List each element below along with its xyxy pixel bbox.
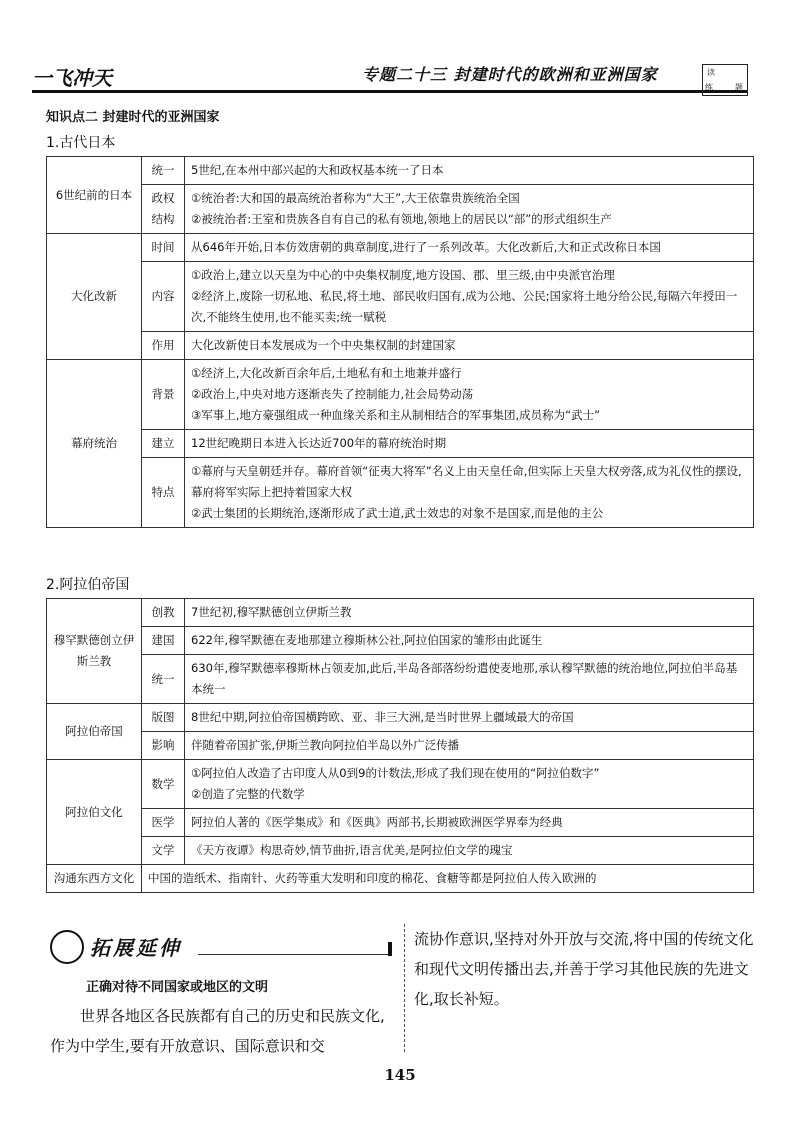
- content-cell: [185, 332, 754, 360]
- content-line: 622年,穆罕默德在麦地那建立穆斯林公社,阿拉伯国家的雏形由此诞生: [191, 633, 543, 647]
- subcategory-cell: 创教: [142, 599, 185, 627]
- content-line: 中国的造纸术、指南针、火药等重大发明和印度的棉花、食糖等都是阿拉伯人传入欧洲的: [148, 871, 597, 885]
- category-cell: 阿拉伯文化: [47, 760, 142, 865]
- corner-label-3: 题: [735, 83, 743, 92]
- content-line: ①阿拉伯人改造了古印度人从0到9的计数法,形成了我们现在使用的“阿拉伯数字”: [191, 766, 600, 780]
- category-cell: 穆罕默德创立伊斯兰教: [47, 599, 142, 704]
- subcategory-cell: 医学: [142, 809, 185, 837]
- subcategory-cell: 内容: [142, 262, 185, 332]
- subcategory-cell: 版图: [142, 704, 185, 732]
- table-row: [47, 655, 754, 704]
- category-cell: 6世纪前的日本: [47, 157, 142, 234]
- content-line: 《天方夜谭》构思奇妙,情节曲折,语言优美,是阿拉伯文学的瑰宝: [191, 843, 513, 857]
- extension-subtitle: 正确对待不同国家或地区的文明: [86, 980, 269, 995]
- category-cell: 阿拉伯帝国: [47, 704, 142, 760]
- content-cell: [185, 760, 754, 809]
- content-line: 阿拉伯人著的《医学集成》和《医典》两部书,长期被欧洲医学界奉为经典: [191, 815, 563, 829]
- section-title: 知识点二 封建时代的亚洲国家: [46, 110, 220, 125]
- extension-banner: [48, 928, 392, 964]
- content-line: ①经济上,大化改新百余年后,土地私有和土地兼并盛行: [191, 366, 462, 380]
- table-row: [47, 704, 754, 732]
- subcategory-cell: 时间: [142, 234, 185, 262]
- content-cell: [185, 704, 754, 732]
- category-cell: 大化改新: [47, 234, 142, 360]
- content-cell: [185, 732, 754, 760]
- table-row: [47, 760, 754, 809]
- content-cell: [185, 430, 754, 458]
- brand-logo-text: 一飞冲天: [32, 66, 112, 90]
- table-row: [47, 865, 754, 893]
- japan-table: [46, 156, 754, 528]
- banner-rule-end: [388, 942, 392, 956]
- subcategory-cell: 建立: [142, 430, 185, 458]
- content-line: 8世纪中期,阿拉伯帝国横跨欧、亚、非三大洲,是当时世界上疆域最大的帝国: [191, 710, 574, 724]
- subcategory-cell: 文学: [142, 837, 185, 865]
- table-row: [47, 458, 754, 528]
- table-row: [47, 234, 754, 262]
- table-row: [47, 262, 754, 332]
- content-line: 5世纪,在本州中部兴起的大和政权基本统一了日本: [191, 163, 444, 177]
- corner-label-1: 读: [707, 68, 715, 77]
- content-line: 630年,穆罕默德率穆斯林占领麦加,此后,半岛各部落纷纷遣使麦地那,承认穆罕默德的统治地位,阿拉伯半岛基本统一: [191, 661, 738, 696]
- table-row: [47, 157, 754, 185]
- header-rule: [32, 90, 748, 93]
- subcategory-cell: 建国: [142, 627, 185, 655]
- content-line: 伴随着帝国扩张,伊斯兰教向阿拉伯半岛以外广泛传播: [191, 738, 460, 752]
- content-line: 7世纪初,穆罕默德创立伊斯兰教: [191, 605, 352, 619]
- extension-title: 拓展延伸: [90, 936, 182, 960]
- content-cell: [185, 627, 754, 655]
- content-line: 12世纪晚期日本进入长达近700年的幕府统治时期: [191, 436, 447, 450]
- content-line: ②被统治者:王室和贵族各自有自己的私有领地,领地上的居民以“部”的形式组织生产: [191, 212, 612, 226]
- table-row: [47, 627, 754, 655]
- table-row: [47, 332, 754, 360]
- content-cell: [185, 458, 754, 528]
- content-line: 大化改新使日本发展成为一个中央集权制的封建国家: [191, 338, 456, 352]
- content-line: ①幕府与天皇朝廷并存。幕府首领“征夷大将军”名义上由天皇任命,但实际上天皇大权旁落,成为礼仪性的摆设,幕府将军实际上把持着国家大权: [191, 464, 742, 499]
- content-line: ②武士集团的长期统治,逐渐形成了武士道,武士效忠的对象不是国家,而是他的主公: [191, 506, 604, 520]
- corner-label-2: 练: [705, 83, 713, 92]
- subcategory-cell: 统一: [142, 655, 185, 704]
- swirl-icon: [50, 930, 84, 964]
- content-line: ②创造了完整的代数学: [191, 787, 305, 801]
- subcategory-cell: 政权结构: [142, 185, 185, 234]
- column-divider: [404, 924, 405, 1052]
- subcategory-cell: 特点: [142, 458, 185, 528]
- content-cell: [185, 185, 754, 234]
- content-cell: [185, 837, 754, 865]
- table-row: [47, 837, 754, 865]
- category-cell: 沟通东西方文化: [47, 865, 142, 893]
- arab-table: [46, 598, 754, 893]
- content-cell: [185, 655, 754, 704]
- banner-rule: [198, 954, 392, 955]
- table-row: [47, 809, 754, 837]
- content-line: ①统治者:大和国的最高统治者称为“大王”,大王依靠贵族统治全国: [191, 191, 520, 205]
- table-row: [47, 599, 754, 627]
- content-cell: [185, 809, 754, 837]
- subcategory-cell: 影响: [142, 732, 185, 760]
- arab-heading: 2.阿拉伯帝国: [46, 577, 130, 593]
- japan-heading: 1.古代日本: [46, 135, 116, 151]
- topic-title: 专题二十三 封建时代的欧洲和亚洲国家: [362, 65, 658, 84]
- subcategory-cell: 统一: [142, 157, 185, 185]
- content-cell: [185, 234, 754, 262]
- table-row: [47, 732, 754, 760]
- content-line: 从646年开始,日本仿效唐朝的典章制度,进行了一系列改革。大化改新后,大和正式改称日本国: [191, 240, 661, 254]
- corner-tab-box: [702, 64, 748, 96]
- subcategory-cell: 数学: [142, 760, 185, 809]
- table-row: [47, 430, 754, 458]
- content-line: ③军事上,地方豪强组成一种血缘关系和主从制相结合的军事集团,成员称为“武士”: [191, 408, 601, 422]
- table-row: [47, 185, 754, 234]
- content-line: ②政治上,中央对地方逐渐丧失了控制能力,社会局势动荡: [191, 387, 474, 401]
- content-cell: [185, 157, 754, 185]
- content-line: ①政治上,建立以天皇为中心的中央集权制度,地方设国、郡、里三级,由中央派官治理: [191, 268, 615, 282]
- content-cell: [185, 360, 754, 430]
- page-header: [32, 58, 748, 100]
- table-row: [47, 360, 754, 430]
- content-cell: [185, 262, 754, 332]
- page-number: 145: [384, 1066, 416, 1084]
- subcategory-cell: 作用: [142, 332, 185, 360]
- content-cell: [142, 865, 754, 893]
- content-cell: [185, 599, 754, 627]
- category-cell: 幕府统治: [47, 360, 142, 528]
- subcategory-cell: 背景: [142, 360, 185, 430]
- extension-paragraph-left: 世界各地区各民族都有自己的历史和民族文化,作为中学生,要有开放意识、国际意识和交: [50, 1007, 385, 1055]
- extension-paragraph-right: 流协作意识,坚持对外开放与交流,将中国的传统文化和现代文明传播出去,并善于学习其他民族的先进文化,取长补短。: [414, 930, 754, 1008]
- content-line: ②经济上,废除一切私地、私民,将土地、部民收归国有,成为公地、公民;国家将土地分给公民,每隔六年授田一次,不能终生使用,也不能买卖;统一赋税: [191, 289, 738, 324]
